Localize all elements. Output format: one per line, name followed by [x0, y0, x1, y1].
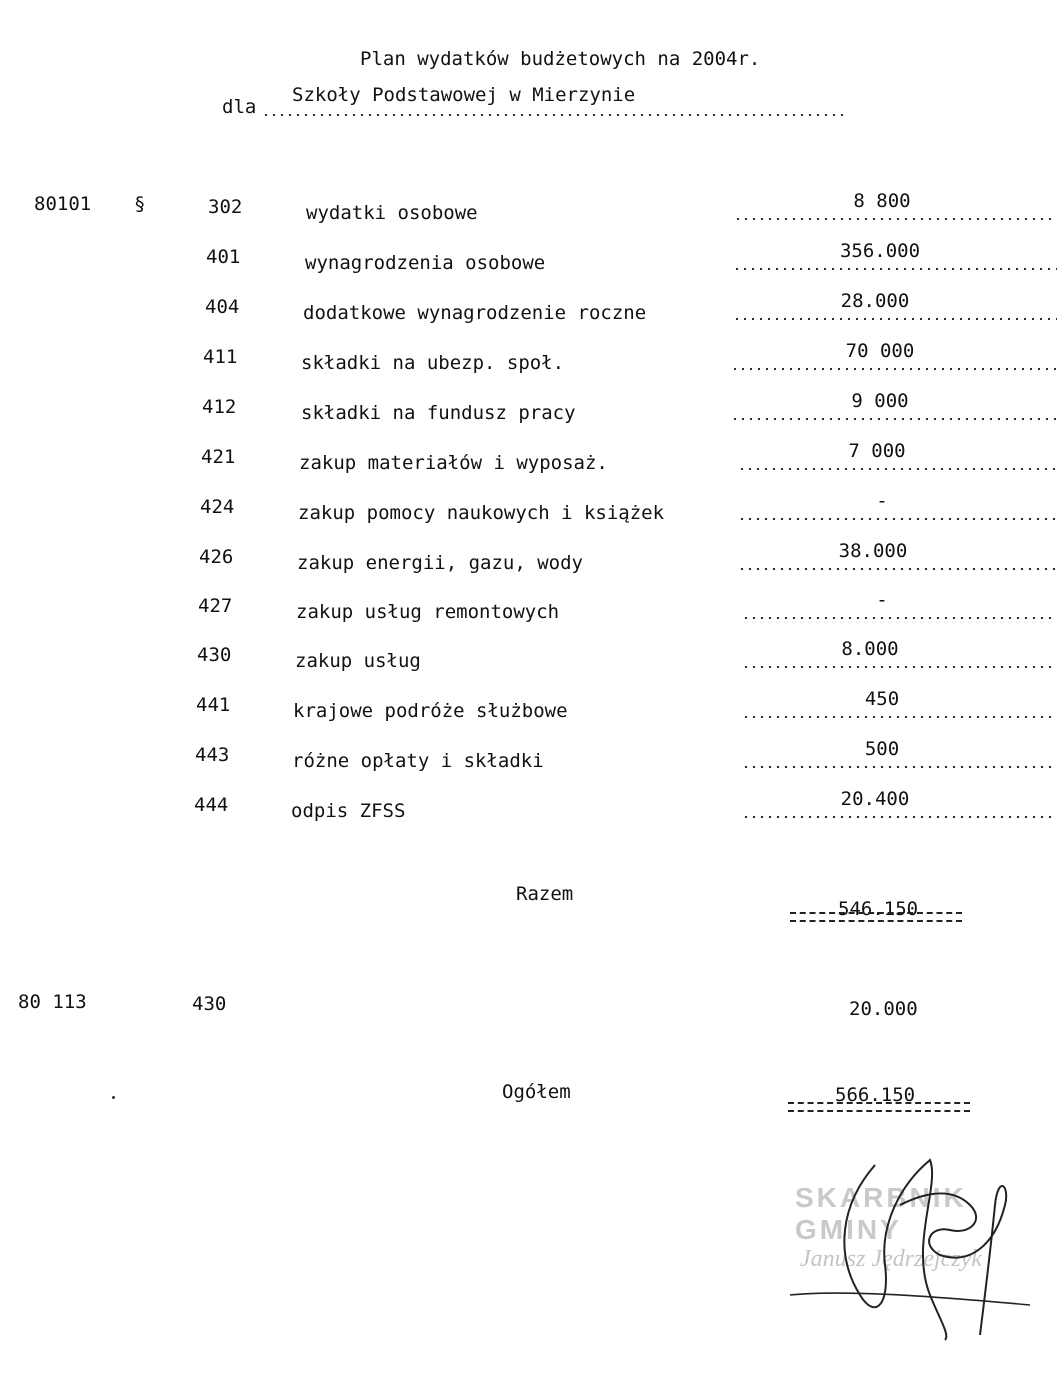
expense-row	[0, 589, 1057, 635]
expense-amount: 28.000	[840, 290, 910, 312]
amount-dotted-line	[731, 418, 1057, 420]
expense-code: 401	[206, 246, 241, 268]
expense-code: 443	[195, 744, 230, 766]
expense-amount: -	[876, 589, 888, 611]
amount-dotted-line	[742, 617, 1057, 619]
expense-row	[0, 240, 1057, 286]
amount-dotted-line	[742, 816, 1057, 818]
grand-total-double-underline	[788, 1102, 970, 1112]
expense-label: zakup pomocy naukowych i książek	[298, 502, 665, 524]
expense-amount: 9 000	[851, 390, 909, 412]
expense-code: 412	[202, 396, 237, 418]
amount-dotted-line	[731, 368, 1057, 370]
stamp-name: Janusz Jędrzejczyk	[800, 1246, 982, 1272]
paragraph-sign: §	[134, 193, 146, 215]
expense-label: wydatki osobowe	[306, 202, 478, 224]
for-prefix: dla	[222, 96, 257, 118]
expense-row	[0, 738, 1057, 784]
school-name-dotted-line	[262, 114, 844, 116]
expense-row	[0, 490, 1057, 536]
expense-label: dodatkowe wynagrodzenie roczne	[303, 302, 647, 324]
amount-dotted-line	[738, 468, 1057, 470]
expense-amount: 356.000	[839, 240, 921, 262]
expense-row	[0, 788, 1057, 834]
amount-dotted-line	[742, 716, 1057, 718]
expense-code: 444	[194, 794, 229, 816]
amount-dotted-line	[742, 766, 1057, 768]
grand-total-value: 566.150	[835, 1084, 916, 1106]
expense-amount: -	[876, 490, 888, 512]
chapter-code-80101: 80101	[34, 193, 92, 215]
amount-dotted-line	[738, 518, 1057, 520]
amount-dotted-line	[733, 268, 1057, 270]
expense-code: 441	[196, 694, 231, 716]
document-title: Plan wydatków budżetowych na 2004r.	[360, 48, 761, 70]
expense-label: zakup usług	[295, 650, 421, 672]
grand-total-label: Ogółem	[502, 1081, 571, 1103]
expense-row	[0, 290, 1057, 336]
expense-label: odpis ZFSS	[291, 800, 406, 822]
expense-label: składki na ubezp. społ.	[301, 352, 565, 374]
expense-amount: 500	[864, 738, 900, 760]
expense-amount: 8 800	[853, 190, 911, 212]
expense-amount: 20.400	[840, 788, 910, 810]
expense-label: składki na fundusz pracy	[301, 402, 576, 424]
expense-code: 421	[201, 446, 236, 468]
expense-label: zakup usług remontowych	[296, 601, 560, 623]
expense-label: krajowe podróże służbowe	[293, 700, 568, 722]
expense-amount: 70 000	[845, 340, 915, 362]
stray-mark	[112, 1096, 115, 1099]
expense-label: zakup materiałów i wyposaż.	[299, 452, 608, 474]
expense-amount: 38.000	[838, 540, 908, 562]
expense-row	[0, 688, 1057, 734]
stamp-title: SKARBNIK GMINY	[795, 1182, 967, 1245]
expense-code: 427	[198, 595, 233, 617]
chapter-code-80113: 80 113	[18, 991, 87, 1013]
expense-amount: 450	[864, 688, 900, 710]
expense-row	[0, 638, 1057, 684]
expense-amount: 8.000	[841, 638, 899, 660]
expense-code: 426	[199, 546, 234, 568]
expense-label: wynagrodzenia osobowe	[305, 252, 546, 274]
expense-label: różne opłaty i składki	[292, 750, 544, 772]
handwritten-signature	[780, 1145, 1040, 1345]
expense-code: 424	[200, 496, 235, 518]
section2-paragraph-code: 430	[192, 993, 227, 1015]
expense-row	[0, 190, 1057, 236]
expense-label: zakup energii, gazu, wody	[297, 552, 583, 574]
amount-dotted-line	[734, 218, 1057, 220]
section2-amount: 20.000	[849, 998, 918, 1020]
expense-row	[0, 440, 1057, 486]
expense-amount: 7 000	[848, 440, 906, 462]
amount-dotted-line	[733, 318, 1057, 320]
expense-code: 411	[203, 346, 238, 368]
amount-dotted-line	[742, 666, 1057, 668]
amount-dotted-line	[738, 568, 1057, 570]
expense-code: 404	[205, 296, 240, 318]
total-double-underline	[790, 912, 962, 922]
total-value: 546.150	[838, 898, 919, 920]
school-name: Szkoły Podstawowej w Mierzynie	[292, 84, 636, 106]
expense-row	[0, 340, 1057, 386]
expense-row	[0, 540, 1057, 586]
total-label: Razem	[516, 883, 574, 905]
expense-code: 302	[208, 196, 243, 218]
expense-row	[0, 390, 1057, 436]
expense-code: 430	[197, 644, 232, 666]
